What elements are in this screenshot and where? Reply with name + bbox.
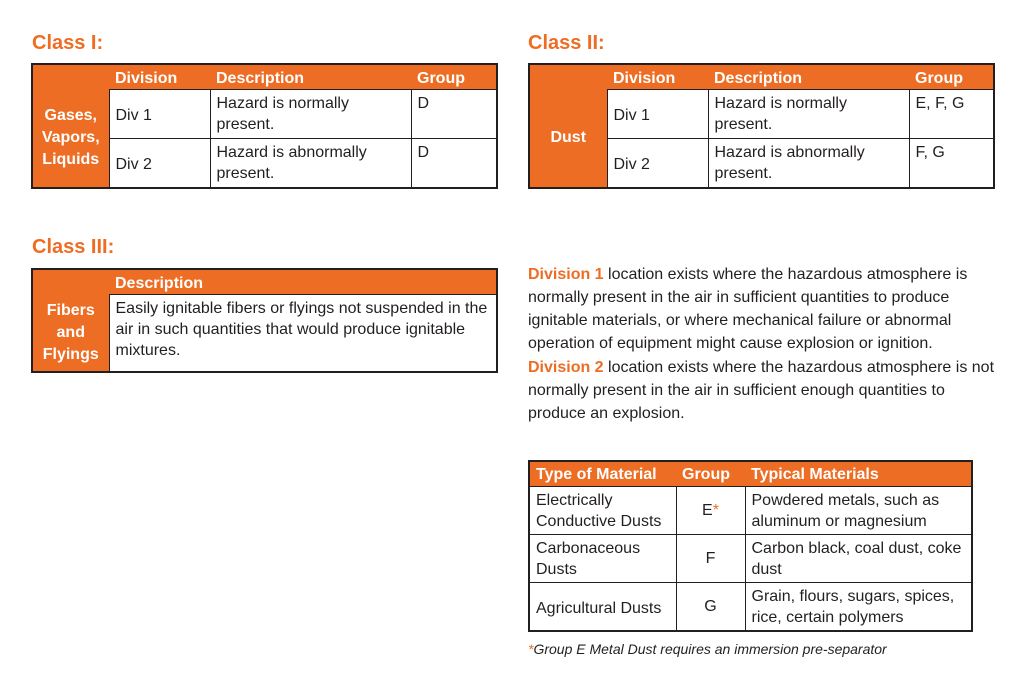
division-cell: Div 1 [109, 90, 210, 139]
group-cell [676, 583, 745, 632]
asterisk-mark: * [712, 502, 719, 519]
table-header-row [32, 269, 497, 295]
division-1-term: Division 1 [528, 266, 604, 283]
table-header-row [32, 64, 497, 90]
type-cell: Agricultural Dusts [529, 583, 676, 632]
division-1-note [528, 263, 998, 355]
footnote [528, 640, 887, 658]
description-header: Description [109, 269, 497, 295]
description-cell: Hazard is abnormally present. [210, 139, 411, 189]
group-cell: F, G [909, 139, 994, 189]
table-row [32, 295, 497, 373]
type-cell: Electrically Conductive Dusts [529, 487, 676, 535]
corner-header-cell [529, 64, 607, 90]
type-header: Type of Material [529, 461, 676, 487]
description-cell: Hazard is normally present. [708, 90, 909, 139]
typical-cell: Grain, flours, sugars, spices, rice, certain polymers [745, 583, 972, 632]
materials-table [528, 460, 973, 632]
row-label-gases: Gases, Vapors, Liquids [32, 90, 109, 189]
class-1-table [31, 63, 498, 189]
division-cell: Div 2 [109, 139, 210, 189]
typical-cell: Carbon black, coal dust, coke dust [745, 535, 972, 583]
group-cell: E, F, G [909, 90, 994, 139]
table-row [529, 583, 972, 632]
group-header: Group [676, 461, 745, 487]
group-value: G [704, 598, 717, 615]
corner-header-cell [32, 64, 109, 90]
division-2-note [528, 356, 998, 425]
division-cell: Div 2 [607, 139, 708, 189]
division-header: Division [109, 64, 210, 90]
class-3-heading: Class III: [32, 236, 115, 258]
group-cell [676, 487, 745, 535]
footnote-asterisk: * [528, 641, 534, 657]
typical-header: Typical Materials [745, 461, 972, 487]
table-row [529, 487, 972, 535]
division-2-term: Division 2 [528, 359, 604, 376]
group-cell: D [411, 139, 497, 189]
class-3-table [31, 268, 498, 373]
table-row [529, 535, 972, 583]
class-2-heading: Class II: [528, 32, 605, 54]
division-header: Division [607, 64, 708, 90]
row-label-fibers: Fibers and Flyings [32, 295, 109, 373]
division-cell: Div 1 [607, 90, 708, 139]
division-1-definition: location exists where the hazardous atmosphere is normally present in the air in sufficient quantities to produce ignitable materials, or where mechanical failure or abnormal operation of equipment might cause explosion or ignition. [528, 266, 968, 352]
division-2-definition: location exists where the hazardous atmosphere is not normally present in the air in sufficient enough quantities to produce an explosion. [528, 359, 995, 422]
description-header: Description [708, 64, 909, 90]
group-cell [676, 535, 745, 583]
corner-header-cell [32, 269, 109, 295]
description-cell: Hazard is abnormally present. [708, 139, 909, 189]
group-cell: D [411, 90, 497, 139]
group-value: F [705, 550, 716, 567]
description-cell: Easily ignitable fibers or flyings not suspended in the air in such quantities that would produce ignitable mixtures. [109, 295, 497, 373]
type-cell: Carbonaceous Dusts [529, 535, 676, 583]
table-row [529, 90, 994, 139]
table-header-row [529, 64, 994, 90]
description-cell: Hazard is normally present. [210, 90, 411, 139]
group-header: Group [909, 64, 994, 90]
footnote-text: Group E Metal Dust requires an immersion pre-separator [533, 641, 887, 657]
class-1-heading: Class I: [32, 32, 104, 54]
group-value: E [702, 502, 713, 519]
group-header: Group [411, 64, 497, 90]
table-row [32, 90, 497, 139]
description-header: Description [210, 64, 411, 90]
table-header-row [529, 461, 972, 487]
typical-cell: Powdered metals, such as aluminum or magnesium [745, 487, 972, 535]
class-2-table [528, 63, 995, 189]
row-label-dust: Dust [529, 90, 607, 189]
